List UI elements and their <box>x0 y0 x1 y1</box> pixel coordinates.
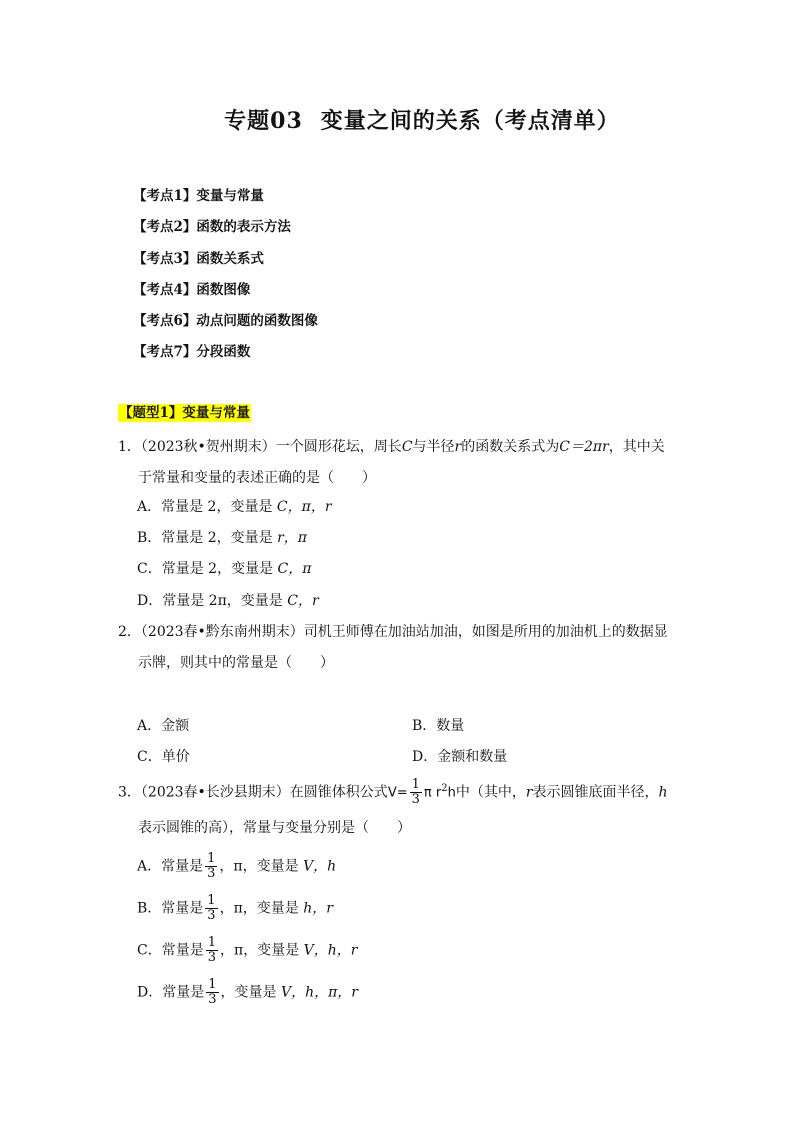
option-label: B．常量是 2，变量是 <box>137 530 278 546</box>
question-text: 一个圆形花坛，周长 <box>275 439 402 455</box>
option-b[interactable] <box>137 894 333 923</box>
topic-item: 【考点1】变量与常量 <box>133 188 264 204</box>
option-label: ，变量是 <box>220 984 281 1001</box>
math-var: r <box>525 784 533 801</box>
option-vars: V，h，r <box>303 942 358 959</box>
question-text: 表示圆锥底面半径， <box>532 784 659 801</box>
option-c[interactable] <box>137 936 357 965</box>
fraction-denominator: 3 <box>207 908 216 923</box>
option-b[interactable] <box>137 528 307 548</box>
option-label: ，π，变量是 <box>220 942 304 959</box>
fraction <box>410 778 422 807</box>
question-number: 2． <box>118 624 141 640</box>
math-var: h <box>658 784 668 801</box>
fraction-numerator: 1 <box>208 977 217 992</box>
option-d[interactable] <box>137 978 358 1007</box>
option-label: D．常量是 <box>137 984 205 1001</box>
question-source: （2023秋•贺州期末） <box>140 439 276 455</box>
question-text-line2: 示牌，则其中的常量是（ ） <box>138 655 334 671</box>
question-text-line2: 表示圆锥的高），常量与变量分别是（ ） <box>138 820 411 836</box>
fraction <box>205 852 217 881</box>
option-vars: V，h <box>303 858 337 875</box>
title-main: 专题03 <box>224 108 303 134</box>
question-text: 的函数关系式为 <box>461 439 560 455</box>
option-label: ，π，变量是 <box>219 900 304 917</box>
fraction-denominator: 3 <box>208 992 217 1007</box>
fraction-numerator: 1 <box>207 893 216 908</box>
math-exponent: 2 <box>441 782 448 794</box>
option-b[interactable]: B．数量 <box>412 718 465 734</box>
option-label: A．常量是 2，变量是 <box>137 499 277 515</box>
math-var: π r <box>423 785 442 801</box>
option-label: A．常量是 <box>137 858 204 875</box>
option-c[interactable]: C．单价 <box>137 749 190 765</box>
math-var: V= <box>387 785 408 801</box>
option-vars: C，π，r <box>276 499 332 515</box>
title-rest: 变量之间的关系（考点清单） <box>320 108 620 134</box>
question-2 <box>118 622 668 673</box>
math-var: C <box>401 439 413 455</box>
option-vars: r，π <box>277 530 308 546</box>
option-label: ，π，变量是 <box>219 858 304 875</box>
question-text-line2: 于常量和变量的表述正确的是（ ） <box>138 470 376 486</box>
fraction-numerator: 1 <box>207 935 216 950</box>
math-var: h <box>447 785 456 801</box>
option-a[interactable] <box>137 497 332 517</box>
option-vars: C，r <box>287 593 319 609</box>
topic-item: 【考点3】函数关系式 <box>133 250 264 267</box>
fraction-numerator: 1 <box>207 851 216 866</box>
question-number: 3． <box>118 784 141 801</box>
fraction-denominator: 3 <box>207 866 216 881</box>
option-c[interactable] <box>137 559 311 579</box>
page-title <box>0 104 794 135</box>
math-formula: C＝2πr <box>559 439 609 455</box>
section-heading: 【题型1】变量与常量 <box>119 405 250 421</box>
question-text: 与半径 <box>412 439 455 455</box>
question-text: 中（其中， <box>455 784 526 801</box>
option-vars: V，h，π，r <box>280 984 358 1001</box>
option-a[interactable]: A．金额 <box>137 718 190 734</box>
topic-item: 【考点7】分段函数 <box>133 344 251 361</box>
option-label: B．常量是 <box>137 900 204 917</box>
option-label: C．常量是 <box>137 942 204 959</box>
option-vars: h，r <box>303 900 333 917</box>
option-a[interactable] <box>137 852 336 881</box>
topic-list <box>133 186 318 374</box>
math-var: r <box>454 439 462 455</box>
option-d[interactable] <box>137 591 319 611</box>
fraction-denominator: 3 <box>411 792 420 807</box>
option-d[interactable]: D．金额和数量 <box>412 749 508 765</box>
question-number: 1． <box>118 439 141 455</box>
fraction <box>206 936 218 965</box>
option-vars: C，π <box>277 561 312 577</box>
fraction <box>205 894 217 923</box>
question-text: （2023春•黔东南州期末）司机王师傅在加油站加油，如图是所用的加油机上的数据显 <box>140 624 668 640</box>
question-text: ，其中关 <box>608 439 665 455</box>
question-1 <box>118 437 665 488</box>
topic-item: 【考点4】函数图像 <box>133 281 251 298</box>
question-text: （2023春•长沙县期末）在圆锥体积公式 <box>140 784 388 801</box>
fraction <box>206 978 218 1007</box>
topic-item: 【考点2】函数的表示方法 <box>133 219 291 236</box>
fraction-numerator: 1 <box>411 777 420 792</box>
fraction-denominator: 3 <box>207 950 216 965</box>
option-label: C．常量是 2，变量是 <box>137 561 278 577</box>
question-3 <box>118 778 668 838</box>
topic-item: 【考点6】动点问题的函数图像 <box>133 313 318 330</box>
option-label: D．常量是 2π，变量是 <box>137 593 288 609</box>
